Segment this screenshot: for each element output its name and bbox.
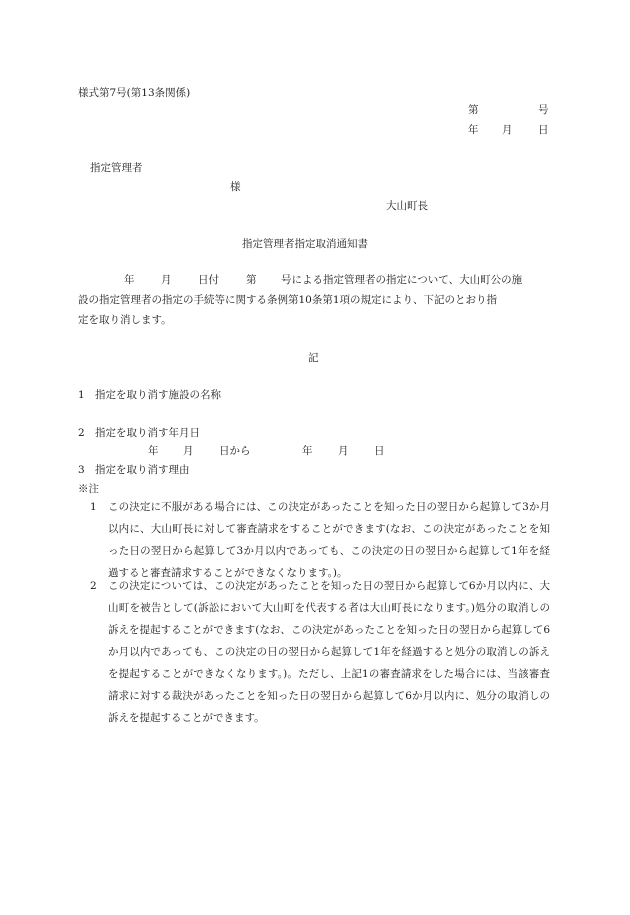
item-number: 3 [78, 464, 85, 476]
note-text: この決定に不服がある場合には、この決定があったことを知った日の翌日から起算して3か月以内に、大山町長に対して審査請求をすることができます(なお、この決定があったことを知った日の翌日から起算して3か月以内であっても、この決定の日の翌日から起算して1年を経過すると審査請求することができなくなります。)。 [108, 501, 550, 579]
period-to-day: 日 [374, 445, 385, 457]
note-number: 1 [90, 501, 97, 513]
sender-name: 大山町長 [386, 200, 428, 212]
item-number: 1 [78, 389, 85, 401]
period-from-year: 年 [148, 445, 159, 457]
period-to-month: 月 [338, 445, 349, 457]
date-year: 年 [468, 124, 479, 136]
body-line-2: 設の指定管理者の指定の手続等に関する条例第10条第1項の規定により、下記のとおり指 [78, 294, 498, 306]
period-from-day: 日から [219, 445, 251, 457]
note-text: この決定については、この決定があったことを知った日の翌日から起算して6か月以内に、大山町を被告として(訴訟において大山町を代表する者は大山町長になります。)処分の取消しの訴えを提起することができます(なお、この決定があったことを知った日の翌日から起算して6か月以内であっても、この決定の日の翌日から起算して1年を経過すると処分の取消しの訴えを提起することができなくなります。)。ただし、上記1の審査請求をした場合には、当該審査請求に対する裁決があったことを知った日の翌日から起算して6か月以内に、処分の取消しの訴えを提起することができます。 [108, 580, 550, 724]
number-prefix: 第 [468, 104, 479, 116]
note-number: 2 [90, 580, 97, 592]
date-day: 日 [538, 124, 549, 136]
period-from-month: 月 [183, 445, 194, 457]
period-to-year: 年 [302, 445, 313, 457]
number-suffix: 号 [538, 104, 549, 116]
form-label: 様式第7号(第13条関係) [78, 87, 191, 99]
addressee-honorific: 様 [230, 181, 241, 193]
body-line-1: 号による指定管理者の指定について、大山町公の施 [281, 274, 523, 286]
notes-heading: ※注 [78, 483, 99, 495]
ki-marker: 記 [308, 352, 319, 364]
body-fill-dai: 第 [246, 274, 257, 286]
date-month: 月 [502, 124, 513, 136]
document-title: 指定管理者指定取消通知書 [242, 238, 368, 250]
body-fill-date: 日付 [198, 274, 219, 286]
addressee-label: 指定管理者 [90, 162, 143, 174]
item-number: 2 [78, 427, 85, 439]
item-label: 指定を取り消す年月日 [95, 427, 200, 439]
body-fill-month: 月 [161, 274, 172, 286]
body-fill-year: 年 [124, 274, 135, 286]
body-line-3: 定を取り消します。 [78, 314, 172, 326]
item-label: 指定を取り消す施設の名称 [95, 389, 221, 401]
item-label: 指定を取り消す理由 [95, 464, 190, 476]
